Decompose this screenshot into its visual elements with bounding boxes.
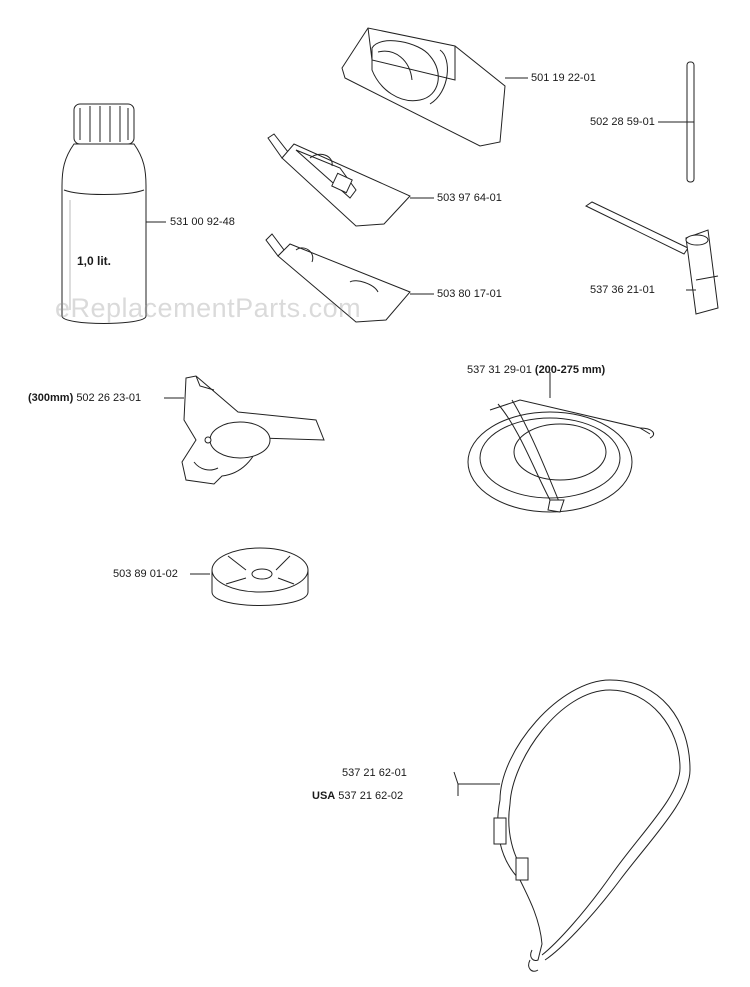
trimmer-guard-size-note: (200-275 mm) xyxy=(534,364,606,376)
oil-bottle-illustration xyxy=(62,104,166,324)
harness-strap-illustration xyxy=(454,680,690,971)
part-number-wrench: 537 36 21-01 xyxy=(590,284,655,296)
part-number-trimmer-guard-row xyxy=(467,364,605,376)
bottle-volume-label: 1,0 lit. xyxy=(77,254,112,268)
part-number-guard-plate: 502 26 23-01 xyxy=(76,392,142,404)
harness-usa-prefix: USA xyxy=(312,790,336,802)
guard-plate-illustration xyxy=(164,376,324,484)
part-number-grease-tube-1: 503 97 64-01 xyxy=(437,192,502,204)
part-number-harness-usa: 537 21 62-02 xyxy=(338,790,404,802)
part-number-spool-cap: 503 89 01-02 xyxy=(113,568,178,580)
part-number-bag: 501 19 22-01 xyxy=(531,72,596,84)
spool-cap-illustration xyxy=(190,548,308,606)
part-number-harness: 537 21 62-01 xyxy=(342,767,407,779)
box-wrench-illustration xyxy=(586,202,718,314)
trimmer-guard-illustration xyxy=(468,372,654,512)
part-number-bottle: 531 00 92-48 xyxy=(170,216,235,228)
part-number-grease-tube-2: 503 80 17-01 xyxy=(437,288,502,300)
tool-bag-illustration xyxy=(342,28,528,146)
grease-tube-1-illustration xyxy=(268,134,434,226)
part-number-harness-usa-row xyxy=(312,790,403,802)
part-number-rod: 502 28 59-01 xyxy=(590,116,655,128)
guard-plate-size-note: (300mm) xyxy=(28,392,74,404)
rod-illustration xyxy=(658,62,694,182)
part-number-trimmer-guard: 537 31 29-01 xyxy=(467,364,532,376)
part-number-guard-plate-row xyxy=(28,392,141,404)
watermark-text: eReplacementParts.com xyxy=(55,293,362,323)
